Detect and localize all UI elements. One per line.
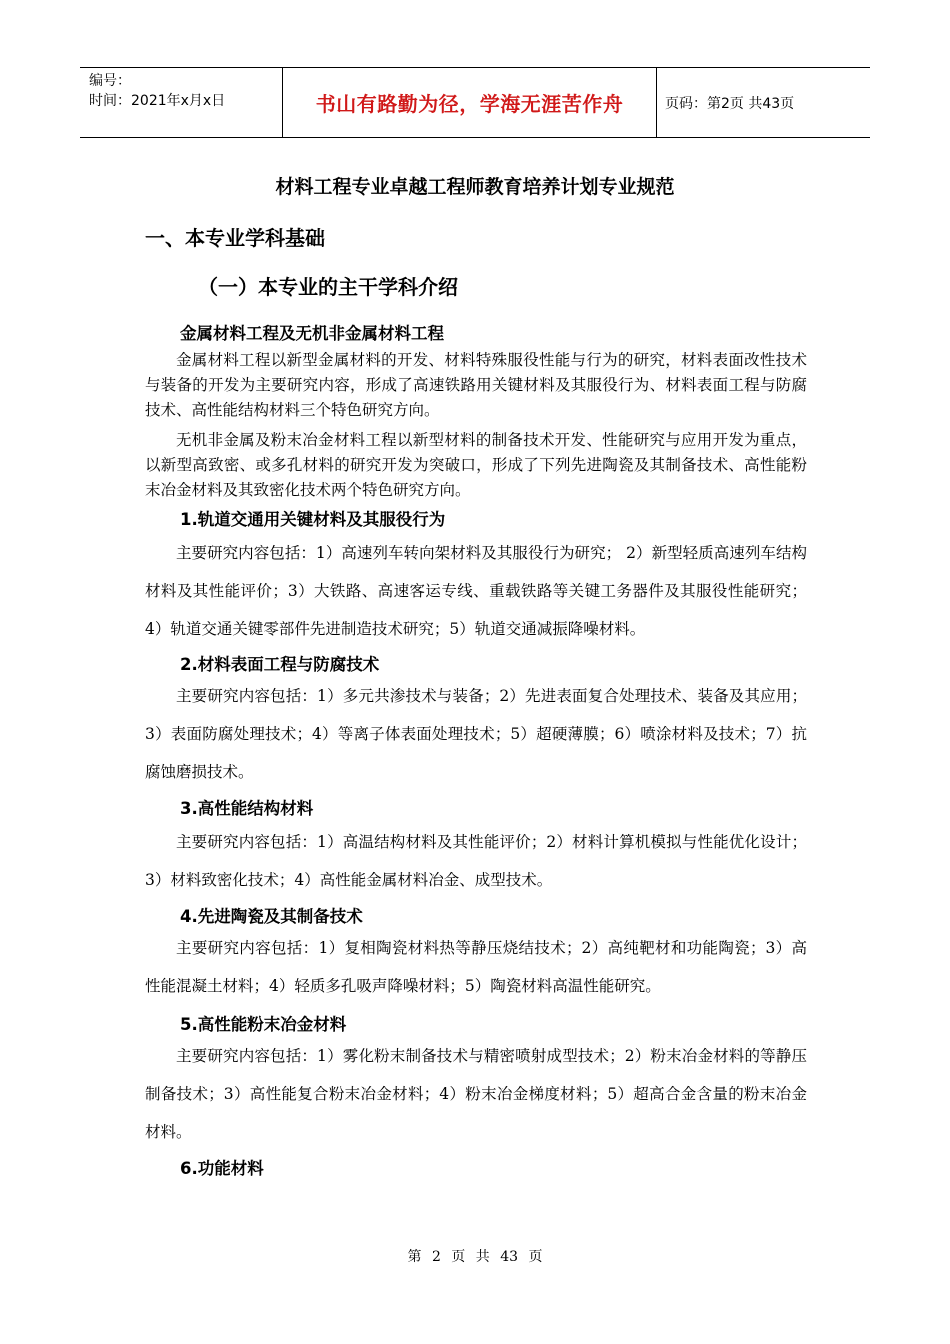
header-page-info: 页码：第2页 共43页	[665, 95, 795, 112]
topic-body: 主要研究内容包括：1）雾化粉末制备技术与精密喷射成型技术；2）粉末冶金材料的等静压制备技术；3）高性能复合粉末冶金材料；4）粉末冶金梯度材料；5）超高合金含量的粉末冶金材料。	[145, 1047, 807, 1141]
topic-heading: 1.轨道交通用关键材料及其服役行为	[180, 510, 446, 529]
topic-heading: 4.先进陶瓷及其制备技术	[180, 907, 363, 926]
document-number-label: 编号：	[89, 73, 131, 89]
topic-body: 主要研究内容包括：1）复相陶瓷材料热等静压烧结技术；2）高纯靶材和功能陶瓷；3）高性能混凝土材料；4）轻质多孔吸声降噪材料；5）陶瓷材料高温性能研究。	[145, 939, 807, 995]
intro-paragraph: 金属材料工程以新型金属材料的开发、材料特殊服役性能与行为的研究，材料表面改性技术与装备的开发为主要研究内容，形成了高速铁路用关键材料及其服役行为、材料表面工程与防腐技术、高性能结构材料三个特色研究方向。	[145, 351, 807, 419]
discipline-heading: 金属材料工程及无机非金属材料工程	[180, 324, 444, 343]
subsection-heading: （一）本专业的主干学科介绍	[198, 275, 458, 299]
page-header	[80, 67, 870, 138]
header-meta	[80, 68, 282, 137]
header-motto: 书山有路勤为径，学海无涯苦作舟	[282, 68, 657, 137]
topic-body: 主要研究内容包括：1）高温结构材料及其性能评价；2）材料计算机模拟与性能优化设计；3）材料致密化技术；4）高性能金属材料冶金、成型技术。	[145, 833, 807, 889]
page-footer: 第 2 页 共 43 页	[407, 1249, 543, 1265]
topic-body: 主要研究内容包括：1）高速列车转向架材料及其服役行为研究； 2）新型轻质高速列车结构材料及其性能评价；3）大铁路、高速客运专线、重载铁路等关键工务器件及其服役性能研究；4）轨道交通关键零部件先进制造技术研究；5）轨道交通减振降噪材料。	[145, 544, 807, 638]
section-heading: 一、本专业学科基础	[145, 226, 325, 250]
topic-body: 主要研究内容包括：1）多元共渗技术与装备；2）先进表面复合处理技术、装备及其应用；3）表面防腐处理技术；4）等离子体表面处理技术；5）超硬薄膜；6）喷涂材料及技术；7）抗腐蚀磨损技术。	[145, 687, 807, 781]
intro-paragraph: 无机非金属及粉末冶金材料工程以新型材料的制备技术开发、性能研究与应用开发为重点，以新型高致密、或多孔材料的研究开发为突破口，形成了下列先进陶瓷及其制备技术、高性能粉末冶金材料及其致密化技术两个特色研究方向。	[145, 431, 807, 499]
topic-heading: 3.高性能结构材料	[180, 799, 314, 818]
document-title: 材料工程专业卓越工程师教育培养计划专业规范	[275, 176, 675, 198]
document-time-label: 时间：2021年x月x日	[89, 93, 226, 109]
topic-heading: 5.高性能粉末冶金材料	[180, 1015, 347, 1034]
topic-heading: 6.功能材料	[180, 1159, 264, 1178]
topic-heading: 2.材料表面工程与防腐技术	[180, 655, 380, 674]
